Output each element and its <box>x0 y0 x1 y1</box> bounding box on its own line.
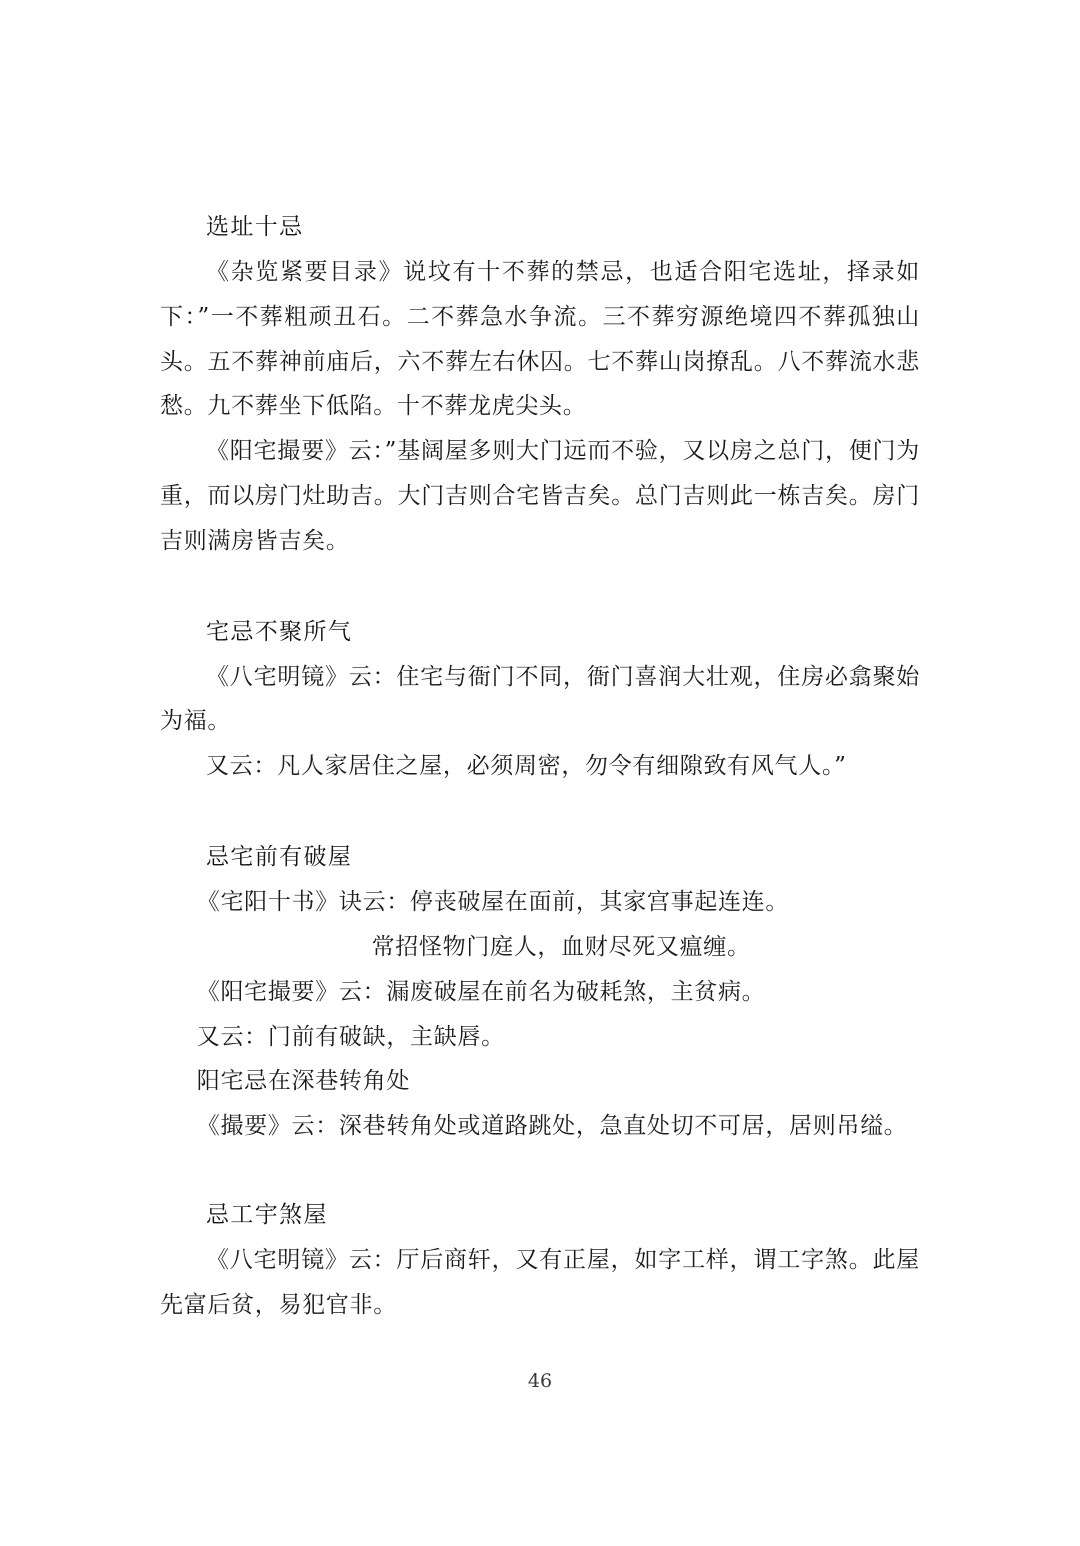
section-spacer <box>160 564 920 610</box>
section-heading: 忌工宇煞屋 <box>206 1202 328 1229</box>
section-subline: 《撮要》云：深巷转角处或道路跳处，急直处切不可居，居则吊缢。 <box>196 1113 908 1140</box>
section-heading: 宅忌不聚所气 <box>206 618 353 645</box>
section-spacer <box>160 1149 920 1193</box>
section-site-selection-taboos <box>160 205 920 564</box>
section-paragraph: 又云：凡人家居住之屋，必须周密，勿令有细隙致有风气人。” <box>206 753 847 780</box>
page-number: 46 <box>527 1370 553 1392</box>
section-paragraph: 《杂览紧要目录》说坟有十不葬的禁忌，也适合阳宅选址，择录如下：”一不葬粗顽丑石。二不葬急水争流。三不葬穷源绝境四不葬孤独山头。五不葬神前庙后，六不葬左右休囚。七不葬山岗撩乱。八不葬流水悲愁。九不葬坐下低陷。十不葬龙虎尖头。 <box>160 258 920 420</box>
section-line: 常招怪物门庭人，血财尽死又瘟缠。 <box>371 933 751 960</box>
section-broken-house-taboo <box>160 835 920 1149</box>
page-content <box>160 205 920 1328</box>
section-heading: 忌宅前有破屋 <box>206 844 353 871</box>
section-spacer <box>160 789 920 835</box>
section-paragraph: 《阳宅撮要》云：”基阔屋多则大门远而不验，又以房之总门，便门为重，而以房门灶助吉。大门吉则合宅皆吉矣。总门吉则此一栋吉矣。房门吉则满房皆吉矣。 <box>160 438 920 554</box>
section-paragraph: 《八宅明镜》云：厅后商轩，又有正屋，如字工样，谓工字煞。此屋先富后贫，易犯官非。 <box>160 1246 920 1318</box>
section-house-qi-taboo <box>160 610 920 789</box>
section-heading: 选址十忌 <box>206 214 304 240</box>
section-line: 《宅阳十书》诀云：停丧破屋在面前，其家宫事起连连。 <box>196 888 790 915</box>
section-gong-shape-taboo <box>160 1193 920 1328</box>
section-line: 《阳宅撮要》云：漏废破屋在前名为破耗煞，主贫病。 <box>196 978 766 1005</box>
section-subheading: 阳宅忌在深巷转角处 <box>196 1068 411 1095</box>
section-paragraph: 《八宅明镜》云：住宅与衙门不同，衙门喜润大壮观，住房必翕聚始为福。 <box>160 663 920 735</box>
section-line: 又云：门前有破缺，主缺唇。 <box>196 1023 505 1050</box>
